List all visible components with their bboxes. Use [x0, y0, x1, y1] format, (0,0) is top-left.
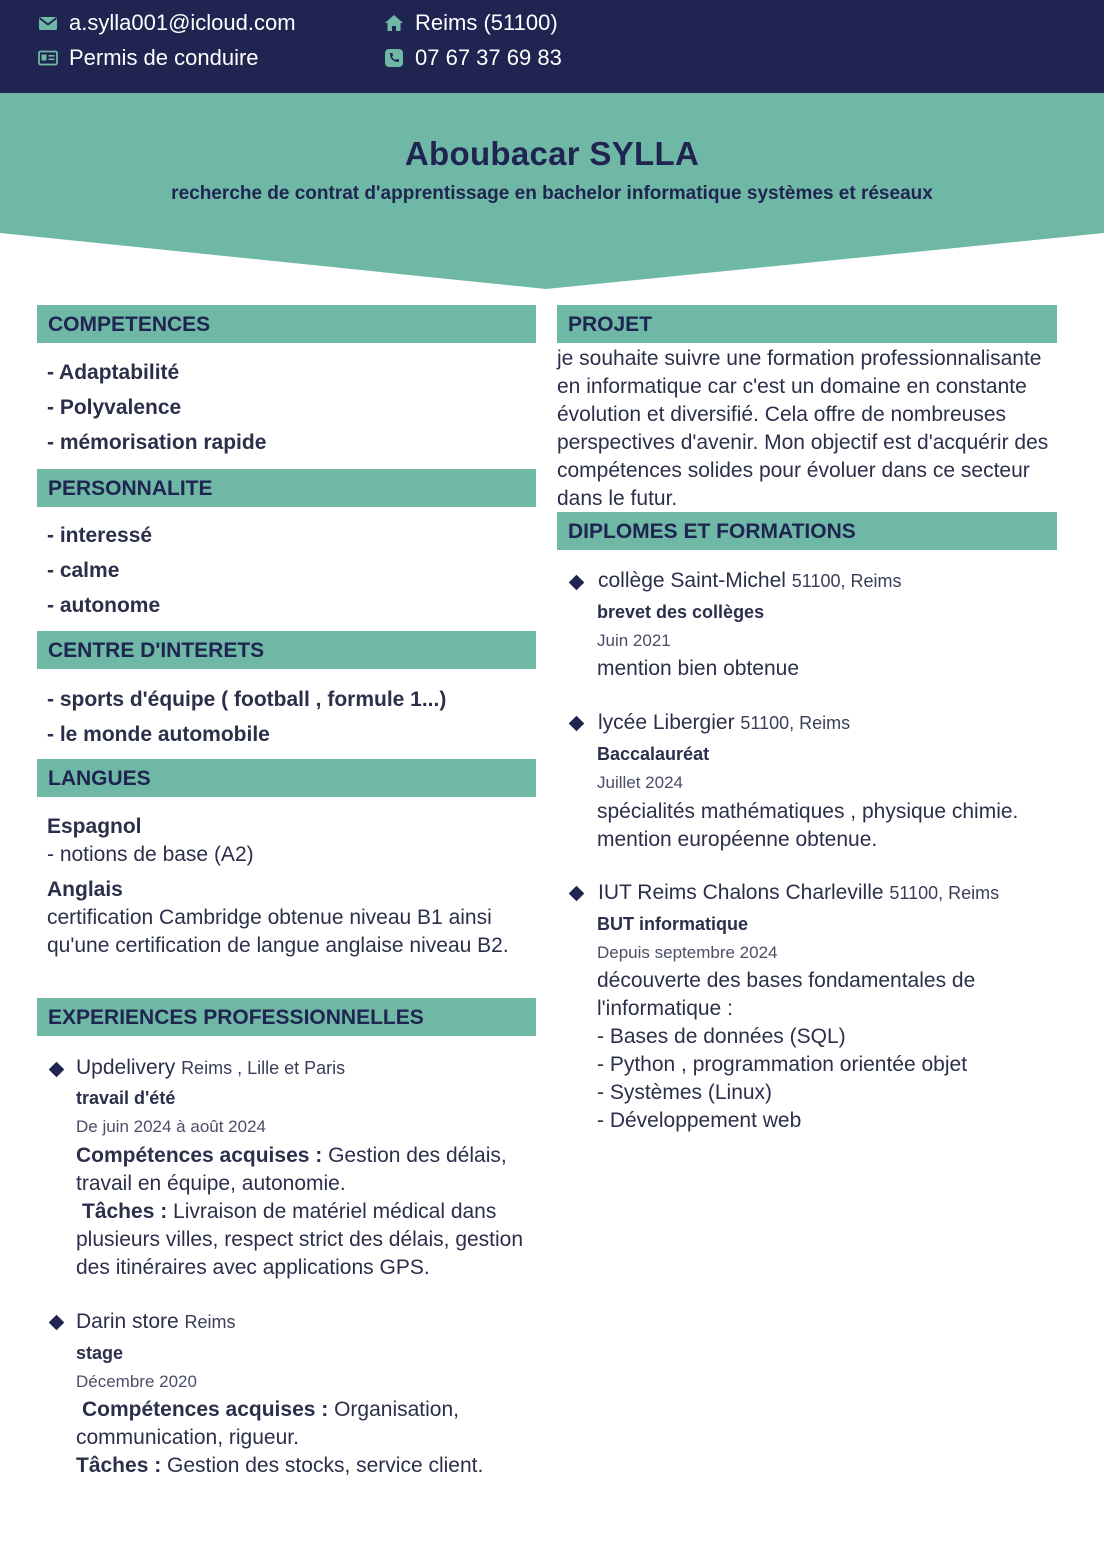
contact-email[interactable] [38, 10, 296, 36]
competence-item: - mémorisation rapide [47, 431, 267, 454]
tasks-label: Tâches : [82, 1200, 168, 1223]
diamond-bullet-icon [49, 1315, 65, 1331]
diploma-title [598, 711, 850, 735]
diploma-desc: - Développement web [597, 1109, 802, 1132]
personnalite-item: - interessé [47, 524, 153, 547]
candidate-name: Aboubacar SYLLA [404, 135, 700, 172]
experience-skills [76, 1142, 526, 1198]
diploma-desc: l'informatique : [597, 997, 733, 1020]
diploma-name: Baccalauréat [597, 744, 710, 764]
language-level: certification Cambridge obtenue niveau B1 ainsi qu'une certification de langue anglaise niveau B2. [47, 906, 509, 957]
tasks-text: Livraison de matériel médical dans plusieurs villes, respect strict des délais, gestion des itinéraires avec applications GPS. [76, 1200, 524, 1279]
experience-type: travail d'été [76, 1088, 176, 1108]
experience-location: Reims [184, 1312, 236, 1332]
home-icon [384, 13, 404, 33]
diploma-school: IUT Reims Chalons Charleville [598, 881, 884, 904]
experience-company: Updelivery [76, 1056, 176, 1079]
experience-title [76, 1056, 345, 1080]
diploma-desc: mention européenne obtenue. [597, 828, 878, 851]
section-experiences-header: EXPERIENCES PROFESSIONNELLES [37, 998, 536, 1036]
experience-tasks [76, 1198, 526, 1282]
diploma-desc: - Systèmes (Linux) [597, 1081, 773, 1104]
diamond-bullet-icon [569, 575, 585, 591]
diploma-date: Depuis septembre 2024 [597, 943, 778, 962]
interet-item: - sports d'équipe ( football , formule 1...) [47, 688, 447, 711]
diploma-desc: découverte des bases fondamentales de [597, 969, 976, 992]
diploma-desc: spécialités mathématiques , physique chimie. [597, 800, 1019, 823]
diploma-school: lycée Libergier [598, 711, 735, 734]
contact-license [38, 45, 259, 71]
skills-text: Organisation, communication, rigueur. [76, 1398, 460, 1449]
skills-text: Gestion des délais, travail en équipe, autonomie. [76, 1144, 507, 1195]
personnalite-item: - calme [47, 559, 120, 582]
diploma-location: 51100, Reims [791, 571, 902, 591]
envelope-icon [38, 13, 58, 33]
candidate-subtitle: recherche de contrat d'apprentissage en bachelor informatique systèmes et réseaux [171, 183, 933, 204]
experience-date: Décembre 2020 [76, 1372, 197, 1391]
license-text: Permis de conduire [69, 45, 259, 70]
diploma-location: 51100, Reims [889, 883, 1000, 903]
diamond-bullet-icon [569, 886, 585, 902]
email-text: a.sylla001@icloud.com [69, 10, 296, 35]
experience-tasks [76, 1452, 526, 1480]
experience-company: Darin store [76, 1310, 179, 1333]
diamond-bullet-icon [49, 1062, 65, 1078]
language-name: Espagnol [47, 815, 142, 838]
section-langues-header: LANGUES [37, 759, 536, 797]
experience-date: De juin 2024 à août 2024 [76, 1117, 266, 1136]
experience-location: Reims , Lille et Paris [181, 1058, 346, 1078]
diploma-title [598, 881, 999, 905]
contact-bar [0, 0, 1104, 93]
diploma-location: 51100, Reims [740, 713, 851, 733]
section-diplomes-header: DIPLOMES ET FORMATIONS [557, 512, 1057, 550]
competence-item: - Polyvalence [47, 396, 182, 419]
section-projet-header: PROJET [557, 305, 1057, 343]
diploma-date: Juillet 2024 [597, 773, 684, 792]
section-personnalite-header: PERSONNALITE [37, 469, 536, 507]
diploma-date: Juin 2021 [597, 631, 671, 650]
contact-city [384, 10, 558, 36]
diamond-bullet-icon [569, 716, 585, 732]
skills-label: Compétences acquises : [76, 1144, 323, 1167]
diploma-title [598, 569, 902, 593]
city-text: Reims (51100) [415, 10, 558, 35]
competence-item: - Adaptabilité [47, 361, 180, 384]
experience-type: stage [76, 1343, 124, 1363]
diploma-desc: - Python , programmation orientée objet [597, 1053, 968, 1076]
personnalite-item: - autonome [47, 594, 161, 617]
phone-icon [384, 48, 404, 68]
tasks-label: Tâches : [76, 1454, 162, 1477]
language-name: Anglais [47, 878, 123, 901]
diploma-school: collège Saint-Michel [598, 569, 786, 592]
experience-skills [76, 1396, 526, 1452]
id-card-icon [38, 48, 58, 68]
skills-label: Compétences acquises : [82, 1398, 329, 1421]
section-interets-header: CENTRE D'INTERETS [37, 631, 536, 669]
diploma-desc: - Bases de données (SQL) [597, 1025, 846, 1048]
experience-title [76, 1310, 236, 1334]
section-competences-header: COMPETENCES [37, 305, 536, 343]
phone-text: 07 67 37 69 83 [415, 45, 562, 70]
diploma-name: BUT informatique [597, 914, 748, 934]
contact-phone[interactable] [384, 45, 562, 71]
diploma-desc: mention bien obtenue [597, 657, 799, 680]
projet-text: je souhaite suivre une formation professionnalisante en informatique car c'est un domaine en constante évolution et diversifié. Cela offre de nombreuses perspectives d'avenir. Mon objectif est d'acquérir des compétences solides pour évoluer dans ce secteur dans le futur. [557, 347, 1049, 510]
language-level: - notions de base (A2) [47, 843, 254, 866]
diploma-name: brevet des collèges [597, 602, 765, 622]
tasks-text: Gestion des stocks, service client. [161, 1454, 484, 1477]
interet-item: - le monde automobile [47, 723, 270, 746]
